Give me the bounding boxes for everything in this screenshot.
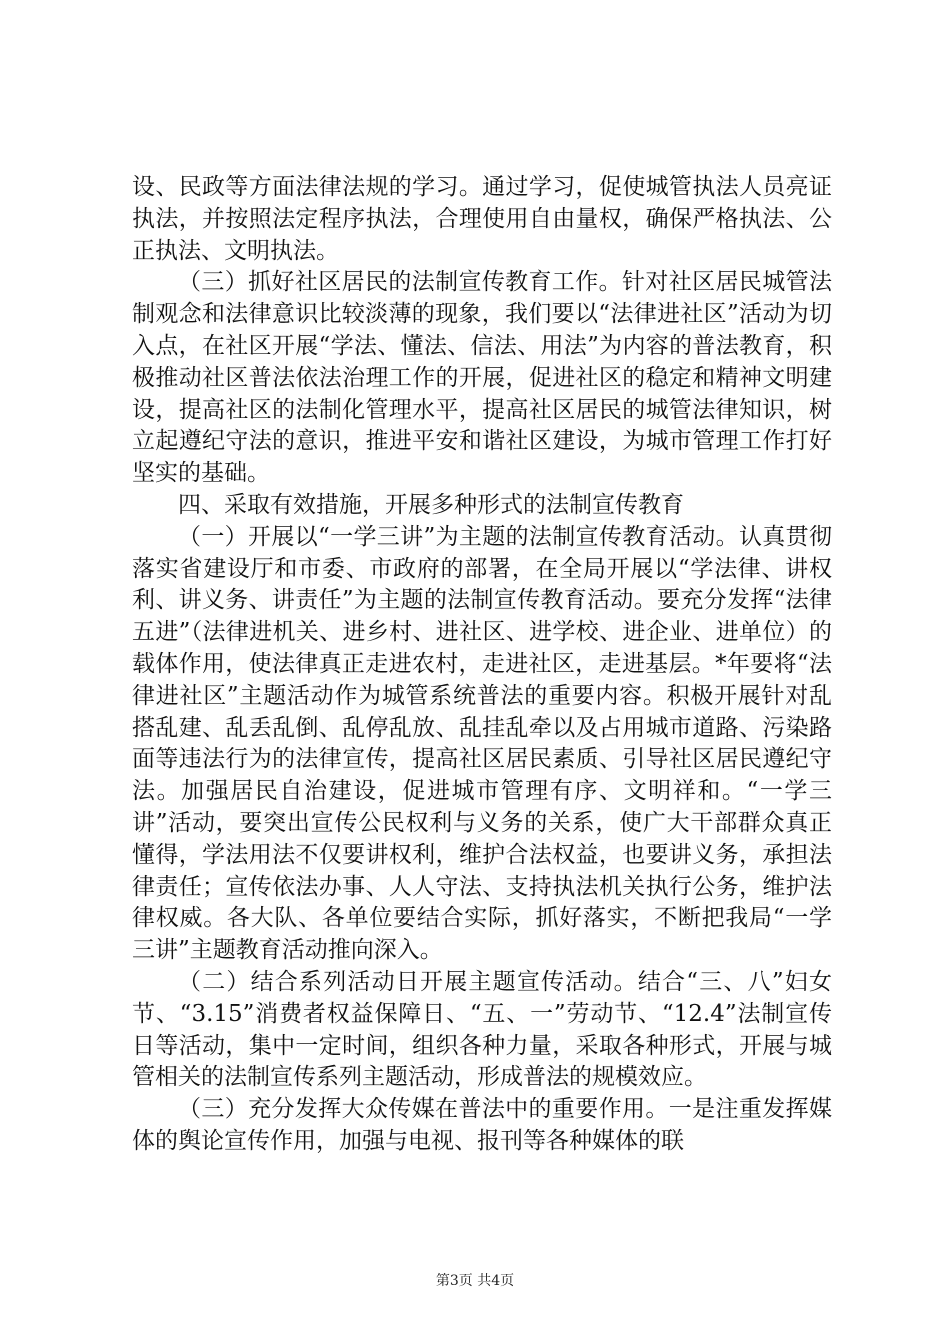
paragraph-one-study-three-talks: （一）开展以“一学三讲”为主题的法制宣传教育活动。认真贯彻落实省建设厅和市委、市政府的部署，在全局开展以“学法律、讲权利、讲义务、讲责任”为主题的法制宣传教育活动。要充分发挥“法律五进”（法律进机关、进乡村、进社区、进学校、进企业、进单位）的载体作用，使法律真正走进农村，走进社区，走进基层。*年要将“法律进社区”主题活动作为城管系统普法的重要内容。积极开展针对乱搭乱建、乱丢乱倒、乱停乱放、乱挂乱牵以及占用城市道路、污染路面等违法行为的法律宣传，提高社区居民素质、引导社区居民遵纪守法。加强居民自治建设，促进城市管理有序、文明祥和。“一学三讲”活动，要突出宣传公民权利与义务的关系，使广大干部群众真正懂得，学法用法不仅要讲权利，维护合法权益，也要讲义务，承担法律责任；宣传依法办事、人人守法、支持执法机关执行公务，维护法律权威。各大队、各单位要结合实际，抓好落实，不断把我局“一学三讲”主题教育活动推向深入。 bbox=[132, 523, 832, 964]
page-footer: 第3页 共4页 bbox=[435, 1273, 515, 1289]
paragraph-continuation: 设、民政等方面法律法规的学习。通过学习，促使城管执法人员亮证执法，并按照法定程序执法，合理使用自由量权，确保严格执法、公正执法、文明执法。 bbox=[132, 174, 832, 264]
paragraph-mass-media: （三）充分发挥大众传媒在普法中的重要作用。一是注重发挥媒体的舆论宣传作用，加强与电视、报刊等各种媒体的联 bbox=[132, 1096, 832, 1154]
section-heading-measures: 四、采取有效措施，开展多种形式的法制宣传教育 bbox=[178, 491, 684, 518]
paragraph-community-education: （三）抓好社区居民的法制宣传教育工作。针对社区居民城管法制观念和法律意识比较淡薄的现象，我们要以“法律进社区”活动为切入点，在社区开展“学法、懂法、信法、用法”为内容的普法教育，积极推动社区普法依法治理工作的开展，促进社区的稳定和精神文明建设，提高社区的法制化管理水平，提高社区居民的城管法律知识，树立起遵纪守法的意识，推进平安和谐社区建设，为城市管理工作打好坚实的基础。 bbox=[132, 269, 832, 487]
paragraph-activity-days: （二）结合系列活动日开展主题宣传活动。结合“三、八”妇女节、“3.15”消费者权益保障日、“五、一”劳动节、“12.4”法制宣传日等活动，集中一定时间，组织各种力量，采取各种形式，开展与城管相关的法制宣传系列主题活动，形成普法的规模效应。 bbox=[132, 968, 832, 1091]
document-body bbox=[132, 172, 832, 1158]
